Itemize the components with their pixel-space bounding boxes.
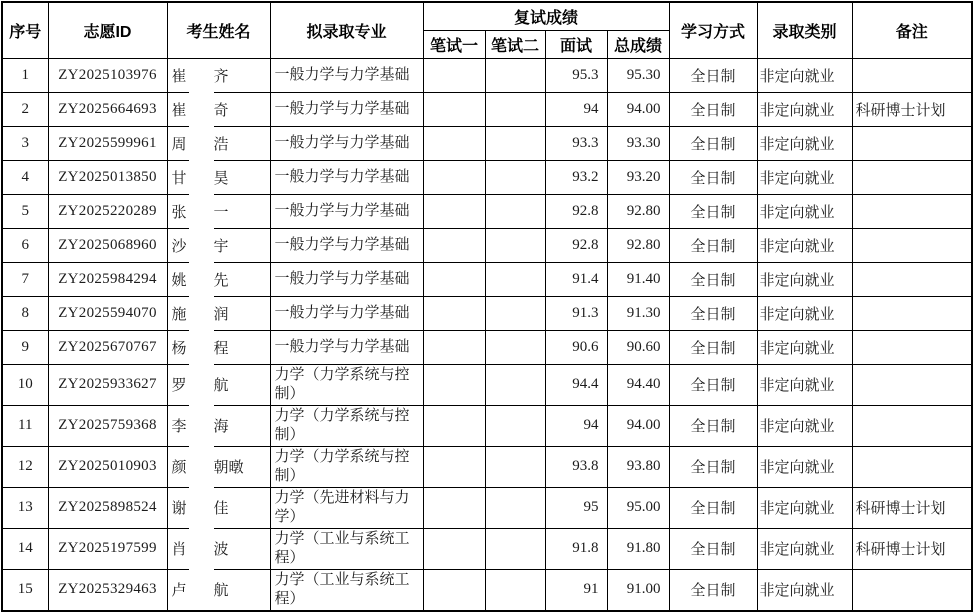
study-mode-cell: 全日制	[669, 364, 757, 405]
name-cell	[167, 405, 270, 446]
name-given: 程	[213, 340, 229, 357]
name-surname: 张	[171, 204, 187, 221]
name-surname: 甘	[171, 170, 187, 187]
name-cell	[167, 160, 270, 194]
admission-type-cell: 非定向就业	[757, 405, 852, 446]
total-score-cell: 93.30	[607, 126, 669, 160]
table-row	[2, 160, 972, 194]
name-cell	[167, 228, 270, 262]
application-id-cell: ZY2025197599	[48, 528, 167, 569]
admission-list-table	[1, 1, 973, 612]
major-cell: 一般力学与力学基础	[270, 296, 423, 330]
name-given: 润	[213, 306, 229, 323]
total-score-cell: 91.30	[607, 296, 669, 330]
admission-type-cell: 非定向就业	[757, 528, 852, 569]
major-cell: 一般力学与力学基础	[270, 194, 423, 228]
name-given: 海	[213, 419, 229, 435]
remark-cell	[852, 194, 972, 228]
total-score-cell: 95.30	[607, 58, 669, 92]
admission-type-cell: 非定向就业	[757, 296, 852, 330]
name-cell	[167, 446, 270, 487]
remark-cell	[852, 364, 972, 405]
remark-cell: 科研博士计划	[852, 528, 972, 569]
remark-cell	[852, 228, 972, 262]
table-row	[2, 330, 972, 364]
interview-score-cell: 91.3	[545, 296, 607, 330]
written-test-1-cell	[423, 126, 485, 160]
seq-cell: 6	[2, 228, 48, 262]
interview-score-cell: 95.3	[545, 58, 607, 92]
header-remark: 备注	[852, 2, 972, 58]
total-score-cell: 91.80	[607, 528, 669, 569]
major-cell: 力学（力学系统与控制）	[270, 405, 423, 446]
total-score-cell: 94.40	[607, 364, 669, 405]
name-cell	[167, 330, 270, 364]
seq-cell: 9	[2, 330, 48, 364]
application-id-cell: ZY2025664693	[48, 92, 167, 126]
table-row	[2, 405, 972, 446]
name-cell	[167, 262, 270, 296]
study-mode-cell: 全日制	[669, 160, 757, 194]
written-test-1-cell	[423, 487, 485, 528]
name-given: 浩	[213, 136, 229, 153]
name-given: 朝暾	[213, 460, 244, 476]
study-mode-cell: 全日制	[669, 262, 757, 296]
remark-cell	[852, 330, 972, 364]
written-test-1-cell	[423, 528, 485, 569]
header-total-score: 总成绩	[607, 30, 669, 58]
study-mode-cell: 全日制	[669, 194, 757, 228]
name-cell	[167, 487, 270, 528]
name-given: 齐	[213, 68, 229, 85]
major-cell: 一般力学与力学基础	[270, 228, 423, 262]
table-row	[2, 194, 972, 228]
application-id-cell: ZY2025670767	[48, 330, 167, 364]
interview-score-cell: 91	[545, 569, 607, 611]
interview-score-cell: 95	[545, 487, 607, 528]
name-surname: 姚	[171, 272, 187, 289]
admission-type-cell: 非定向就业	[757, 58, 852, 92]
interview-score-cell: 91.8	[545, 528, 607, 569]
major-cell: 力学（力学系统与控制）	[270, 364, 423, 405]
seq-cell: 8	[2, 296, 48, 330]
written-test-2-cell	[485, 330, 545, 364]
written-test-2-cell	[485, 228, 545, 262]
name-given: 先	[213, 272, 229, 289]
application-id-cell: ZY2025068960	[48, 228, 167, 262]
admission-type-cell: 非定向就业	[757, 330, 852, 364]
header-application-id: 志愿ID	[48, 2, 167, 58]
remark-cell: 科研博士计划	[852, 487, 972, 528]
seq-cell: 5	[2, 194, 48, 228]
written-test-1-cell	[423, 364, 485, 405]
seq-cell: 15	[2, 569, 48, 611]
name-surname: 杨	[171, 340, 187, 357]
table-row	[2, 126, 972, 160]
remark-cell	[852, 569, 972, 611]
application-id-cell: ZY2025599961	[48, 126, 167, 160]
written-test-2-cell	[485, 487, 545, 528]
table-row	[2, 569, 972, 611]
admission-type-cell: 非定向就业	[757, 194, 852, 228]
remark-cell	[852, 296, 972, 330]
written-test-2-cell	[485, 92, 545, 126]
written-test-1-cell	[423, 92, 485, 126]
study-mode-cell: 全日制	[669, 296, 757, 330]
written-test-2-cell	[485, 126, 545, 160]
written-test-2-cell	[485, 446, 545, 487]
written-test-1-cell	[423, 569, 485, 611]
admission-type-cell: 非定向就业	[757, 446, 852, 487]
application-id-cell: ZY2025759368	[48, 405, 167, 446]
interview-score-cell: 92.8	[545, 228, 607, 262]
written-test-2-cell	[485, 160, 545, 194]
study-mode-cell: 全日制	[669, 528, 757, 569]
written-test-2-cell	[485, 58, 545, 92]
written-test-2-cell	[485, 296, 545, 330]
application-id-cell: ZY2025013850	[48, 160, 167, 194]
written-test-2-cell	[485, 262, 545, 296]
interview-score-cell: 90.6	[545, 330, 607, 364]
total-score-cell: 91.00	[607, 569, 669, 611]
table-body	[2, 58, 972, 611]
application-id-cell: ZY2025984294	[48, 262, 167, 296]
interview-score-cell: 94.4	[545, 364, 607, 405]
admission-type-cell: 非定向就业	[757, 126, 852, 160]
written-test-1-cell	[423, 446, 485, 487]
name-surname: 周	[171, 136, 187, 153]
written-test-2-cell	[485, 364, 545, 405]
name-cell	[167, 364, 270, 405]
name-surname: 谢	[171, 501, 187, 517]
name-cell	[167, 126, 270, 160]
written-test-2-cell	[485, 569, 545, 611]
written-test-1-cell	[423, 405, 485, 446]
study-mode-cell: 全日制	[669, 228, 757, 262]
seq-cell: 10	[2, 364, 48, 405]
header-written-test-2: 笔试二	[485, 30, 545, 58]
major-cell: 力学（力学系统与控制）	[270, 446, 423, 487]
seq-cell: 4	[2, 160, 48, 194]
major-cell: 力学（先进材料与力学）	[270, 487, 423, 528]
table-row	[2, 296, 972, 330]
study-mode-cell: 全日制	[669, 487, 757, 528]
major-cell: 一般力学与力学基础	[270, 126, 423, 160]
written-test-2-cell	[485, 194, 545, 228]
written-test-1-cell	[423, 228, 485, 262]
total-score-cell: 92.80	[607, 194, 669, 228]
header-row-1	[2, 2, 972, 30]
total-score-cell: 90.60	[607, 330, 669, 364]
written-test-1-cell	[423, 330, 485, 364]
table-row	[2, 228, 972, 262]
name-surname: 沙	[171, 238, 187, 255]
name-given: 航	[213, 378, 229, 394]
table-row	[2, 92, 972, 126]
admission-type-cell: 非定向就业	[757, 262, 852, 296]
table-row	[2, 262, 972, 296]
study-mode-cell: 全日制	[669, 58, 757, 92]
written-test-1-cell	[423, 262, 485, 296]
name-surname: 崔	[171, 102, 187, 119]
seq-cell: 3	[2, 126, 48, 160]
name-surname: 卢	[171, 583, 187, 599]
admission-type-cell: 非定向就业	[757, 228, 852, 262]
name-given: 奇	[213, 102, 229, 119]
study-mode-cell: 全日制	[669, 405, 757, 446]
written-test-1-cell	[423, 194, 485, 228]
study-mode-cell: 全日制	[669, 92, 757, 126]
admission-type-cell: 非定向就业	[757, 364, 852, 405]
major-cell: 力学（工业与系统工程）	[270, 569, 423, 611]
name-cell	[167, 569, 270, 611]
name-privacy-redaction-band	[189, 60, 214, 598]
table-row	[2, 528, 972, 569]
major-cell: 一般力学与力学基础	[270, 330, 423, 364]
admission-type-cell: 非定向就业	[757, 160, 852, 194]
name-given: 波	[213, 542, 229, 558]
total-score-cell: 94.00	[607, 92, 669, 126]
seq-cell: 11	[2, 405, 48, 446]
application-id-cell: ZY2025220289	[48, 194, 167, 228]
interview-score-cell: 92.8	[545, 194, 607, 228]
total-score-cell: 91.40	[607, 262, 669, 296]
table-row	[2, 487, 972, 528]
remark-cell: 科研博士计划	[852, 92, 972, 126]
remark-cell	[852, 446, 972, 487]
name-surname: 崔	[171, 68, 187, 85]
remark-cell	[852, 160, 972, 194]
interview-score-cell: 91.4	[545, 262, 607, 296]
application-id-cell: ZY2025329463	[48, 569, 167, 611]
name-cell	[167, 528, 270, 569]
major-cell: 一般力学与力学基础	[270, 58, 423, 92]
seq-cell: 13	[2, 487, 48, 528]
seq-cell: 14	[2, 528, 48, 569]
name-given: 佳	[213, 501, 229, 517]
written-test-1-cell	[423, 160, 485, 194]
header-written-test-1: 笔试一	[423, 30, 485, 58]
admission-type-cell: 非定向就业	[757, 487, 852, 528]
major-cell: 一般力学与力学基础	[270, 92, 423, 126]
name-surname: 颜	[171, 460, 187, 476]
major-cell: 一般力学与力学基础	[270, 262, 423, 296]
name-given: 昊	[213, 170, 229, 187]
name-given: 一	[213, 204, 229, 221]
name-surname: 李	[171, 419, 187, 435]
study-mode-cell: 全日制	[669, 569, 757, 611]
application-id-cell: ZY2025103976	[48, 58, 167, 92]
written-test-1-cell	[423, 58, 485, 92]
interview-score-cell: 94	[545, 405, 607, 446]
application-id-cell: ZY2025594070	[48, 296, 167, 330]
remark-cell	[852, 58, 972, 92]
remark-cell	[852, 262, 972, 296]
study-mode-cell: 全日制	[669, 126, 757, 160]
remark-cell	[852, 405, 972, 446]
name-given: 宇	[213, 238, 229, 255]
admission-type-cell: 非定向就业	[757, 569, 852, 611]
seq-cell: 12	[2, 446, 48, 487]
table-row	[2, 446, 972, 487]
header-candidate-name: 考生姓名	[167, 2, 270, 58]
interview-score-cell: 93.8	[545, 446, 607, 487]
name-surname: 施	[171, 306, 187, 323]
application-id-cell: ZY2025010903	[48, 446, 167, 487]
application-id-cell: ZY2025933627	[48, 364, 167, 405]
interview-score-cell: 93.2	[545, 160, 607, 194]
table-row	[2, 58, 972, 92]
major-cell: 力学（工业与系统工程）	[270, 528, 423, 569]
name-given: 航	[213, 583, 229, 599]
study-mode-cell: 全日制	[669, 330, 757, 364]
remark-cell	[852, 126, 972, 160]
total-score-cell: 93.80	[607, 446, 669, 487]
name-cell	[167, 92, 270, 126]
name-surname: 罗	[171, 378, 187, 394]
total-score-cell: 95.00	[607, 487, 669, 528]
written-test-1-cell	[423, 296, 485, 330]
admission-type-cell: 非定向就业	[757, 92, 852, 126]
seq-cell: 1	[2, 58, 48, 92]
table-header	[2, 2, 972, 58]
total-score-cell: 93.20	[607, 160, 669, 194]
application-id-cell: ZY2025898524	[48, 487, 167, 528]
total-score-cell: 92.80	[607, 228, 669, 262]
header-admission-type: 录取类别	[757, 2, 852, 58]
name-surname: 肖	[171, 542, 187, 558]
total-score-cell: 94.00	[607, 405, 669, 446]
name-cell	[167, 58, 270, 92]
header-study-mode: 学习方式	[669, 2, 757, 58]
name-cell	[167, 296, 270, 330]
interview-score-cell: 94	[545, 92, 607, 126]
written-test-2-cell	[485, 405, 545, 446]
interview-score-cell: 93.3	[545, 126, 607, 160]
study-mode-cell: 全日制	[669, 446, 757, 487]
table-row	[2, 364, 972, 405]
name-cell	[167, 194, 270, 228]
seq-cell: 7	[2, 262, 48, 296]
written-test-2-cell	[485, 528, 545, 569]
seq-cell: 2	[2, 92, 48, 126]
header-retest-score-group: 复试成绩	[423, 2, 669, 30]
header-interview: 面试	[545, 30, 607, 58]
header-seq: 序号	[2, 2, 48, 58]
major-cell: 一般力学与力学基础	[270, 160, 423, 194]
header-major: 拟录取专业	[270, 2, 423, 58]
